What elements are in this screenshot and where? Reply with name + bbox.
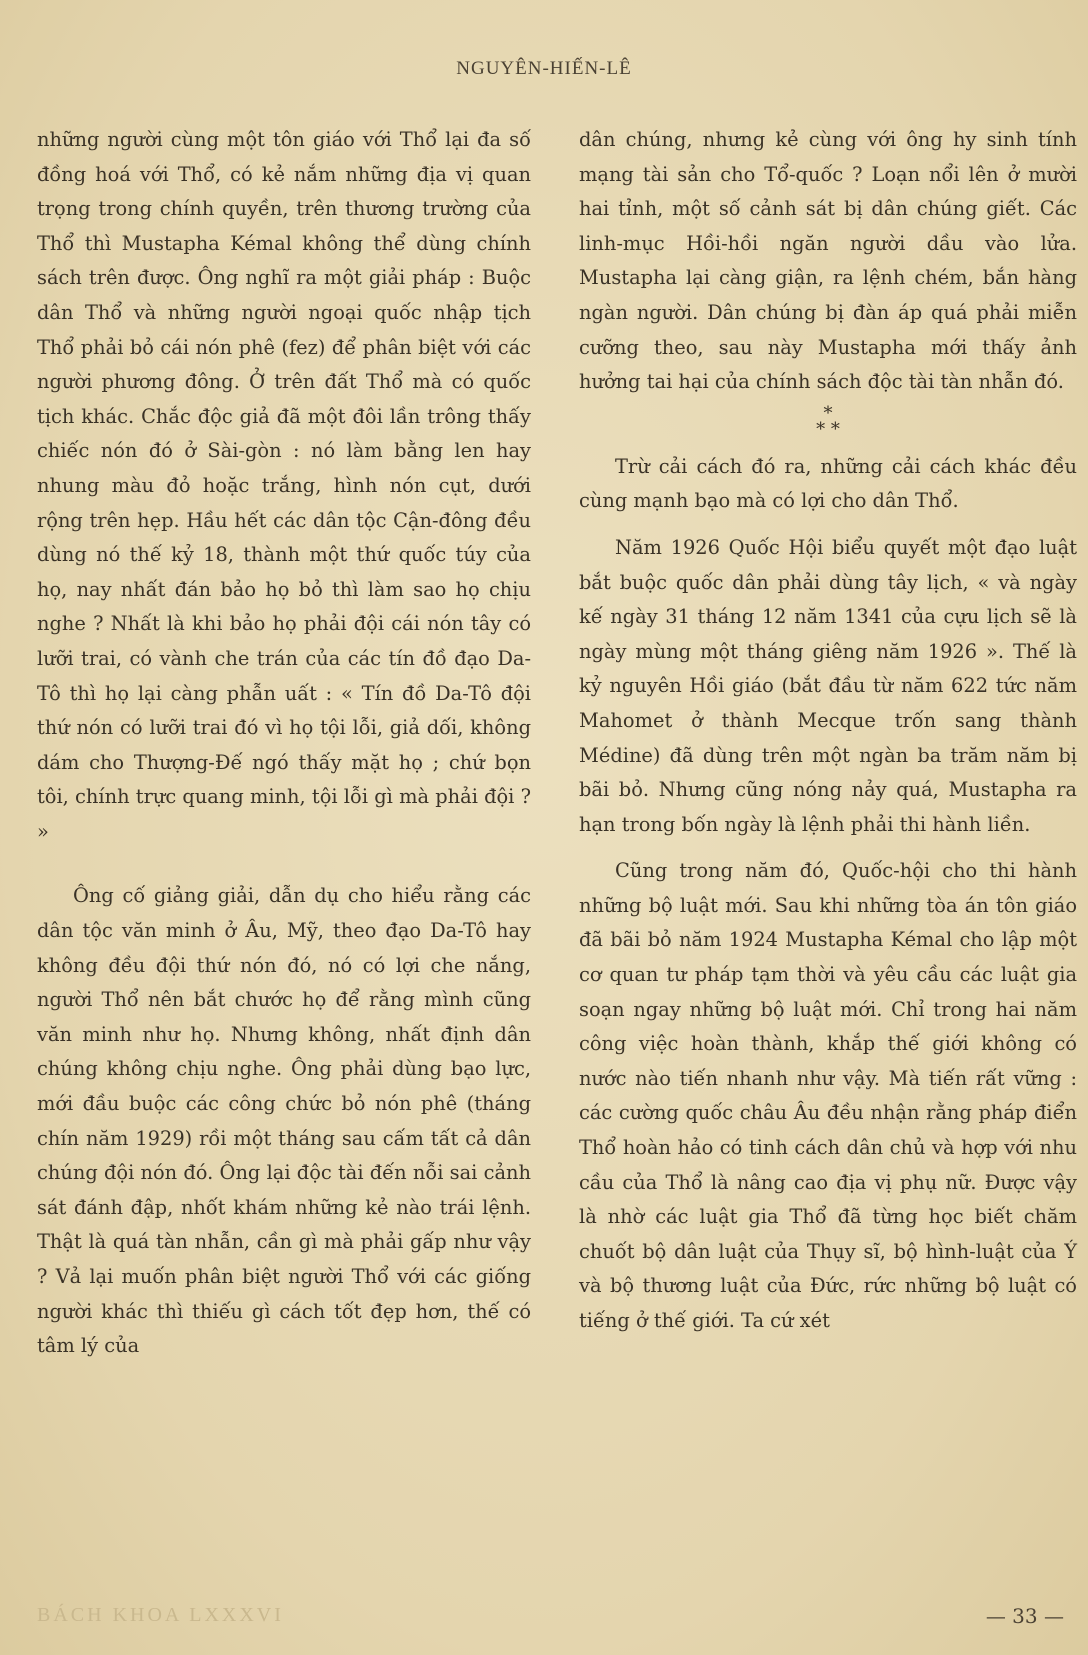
section-separator (579, 402, 1077, 440)
separator-star: * (823, 402, 833, 424)
paragraph: những người cùng một tôn giáo với Thổ lại đa số đồng hoá với Thổ, có kẻ nắm những địa vị quan trọng trong chính quyền, trên thương trường của Thổ thì Mustapha Kémal không thể dùng chính sách trên được. Ông nghĩ ra một giải pháp : Buộc dân Thổ và những người ngoại quốc nhập tịch Thổ phải bỏ cái nón phê (fez) để phân biệt với các người phương đông. Ở trên đất Thổ mà có quốc tịch khác. Chắc độc giả đã một đôi lần trông thấy chiếc nón đó ở Sài-gòn : nó làm bằng len hay nhung màu đỏ hoặc trắng, hình nón cụt, dưới rộng trên hẹp. Hầu hết các dân tộc Cận-đông đều dùng nó thế kỷ 18, thành một thứ quốc túy của họ, nay nhất đán bảo họ bỏ thì làm sao họ chịu nghe ? Nhất là khi bảo họ phải đội cái nón tây có lưỡi trai, có vành che trán của các tín đồ đạo Da-Tô thì họ lại càng phẫn uất : « Tín đồ Da-Tô đội thứ nón có lưỡi trai đó vì họ tội lỗi, giả dối, không dám cho Thượng-Đế ngó thấy mặt họ ; chứ bọn tôi, chính trực quang minh, tội lỗi gì mà phải đội ? » (37, 128, 531, 843)
right-column (579, 123, 1077, 1339)
paragraph: Năm 1926 Quốc Hội biểu quyết một đạo luật bắt buộc quốc dân phải dùng tây lịch, « và ngày kế ngày 31 tháng 12 năm 1341 của cựu lịch sẽ là ngày mùng một tháng giêng năm 1926 ». Thế là kỷ nguyên Hồi giáo (bắt đầu từ năm 622 tức năm Mahomet ở thành Mecque trốn sang thành Médine) đã dùng trên một ngàn ba trăm năm bị bãi bỏ. Nhưng cũng nóng nảy quá, Mustapha ra hạn trong bốn ngày là lệnh phải thi hành liền. (579, 535, 1077, 836)
magazine-footer: BÁCH KHOA LXXXVI (37, 1604, 284, 1626)
separator-stars: * * (816, 418, 840, 440)
paragraph: dân chúng, nhưng kẻ cùng với ông hy sinh tính mạng tài sản cho Tổ-quốc ? Loạn nổi lên ở mười hai tỉnh, một số cảnh sát bị dân chúng giết. Các linh-mục Hồi-hồi ngăn người dầu vào lửa. Mustapha lại càng giận, ra lệnh chém, bắn hàng ngàn người. Dân chúng bị đàn áp quá phải miễn cưỡng theo, sau này Mustapha mới thấy ảnh hưởng tai hại của chính sách độc tài tàn nhẫn đó. (579, 128, 1077, 394)
page-number: — 33 — (985, 1604, 1064, 1628)
running-header: NGUYÊN-HIẾN-LÊ (456, 58, 632, 79)
paragraph: Trừ cải cách đó ra, những cải cách khác đều cùng mạnh bạo mà có lợi cho dân Thổ. (579, 454, 1077, 513)
left-column (37, 123, 531, 1364)
paragraph: Cũng trong năm đó, Quốc-hội cho thi hành những bộ luật mới. Sau khi những tòa án tôn giáo đã bãi bỏ năm 1924 Mustapha Kémal cho lập một cơ quan tư pháp tạm thời và yêu cầu các luật gia soạn ngay những bộ luật mới. Chỉ trong hai năm công việc hoàn thành, khắp thế giới không có nước nào tiến nhanh như vậy. Mà tiến rất vững : các cường quốc châu Âu đều nhận rằng pháp điển Thổ hoàn hảo có tinh cách dân chủ và hợp với nhu cầu của Thổ là nâng cao địa vị phụ nữ. Được vậy là nhờ các luật gia Thổ đã từng học biết chăm chuốt bộ dân luật của Thụy sĩ, bộ hình-luật của Ý và bộ thương luật của Đức, rức những bộ luật có tiếng ở thế giới. Ta cứ xét (579, 859, 1077, 1332)
paragraph: Ông cố giảng giải, dẫn dụ cho hiểu rằng các dân tộc văn minh ở Âu, Mỹ, theo đạo Da-Tô hay không đều đội thứ nón đó, nó có lợi che nắng, người Thổ nên bắt chước họ để rằng mình cũng văn minh như họ. Nhưng không, nhất định dân chúng không chịu nghe. Ông phải dùng bạo lực, mới đầu buộc các công chức bỏ nón phê (tháng chín năm 1929) rồi một tháng sau cấm tất cả dân chúng đội nón đó. Ông lại độc tài đến nỗi sai cảnh sát đánh đập, nhốt khám những kẻ nào trái lệnh. Thật là quá tàn nhẫn, cần gì mà phải gấp như vậy ? Vả lại muốn phân biệt người Thổ với các giống người khác thì thiếu gì cách tốt đẹp hơn, thế có tâm lý của (37, 884, 531, 1358)
